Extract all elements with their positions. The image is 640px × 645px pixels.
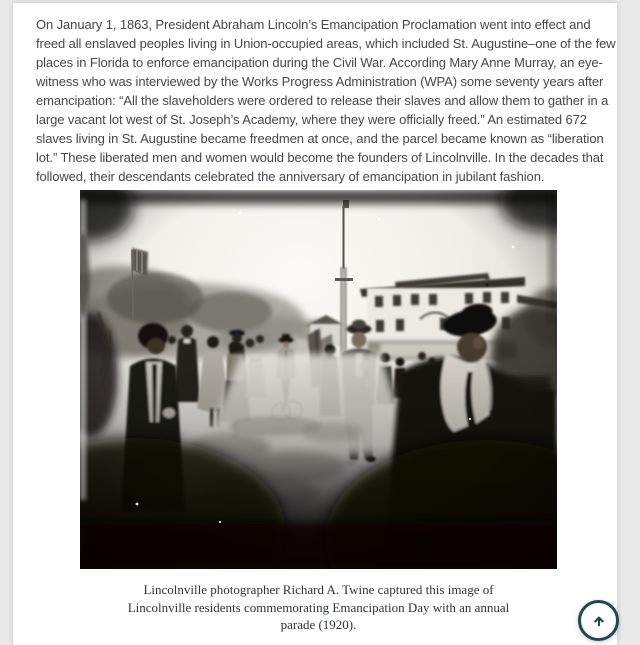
emancipation-parade-photo [80, 190, 557, 569]
article-paragraph: On January 1, 1863, President Abraham Lincoln’s Emancipation Proclamation went into effect and freed all enslaved peoples living in Union-occupied areas, which included St. Augustine–one of the few places in Florida to enforce emancipation during the Civil War. According Mary Anne Murray, an eye-witness who was interviewed by the Works Progress Administration (WPA) some seventy years after emancipation: “All the slaveholders were ordered to release their slaves and allow them to gather in a large vacant lot west of St. Joseph’s Academy, where they were officially freed.” An estimated 672 slaves living in St. Augustine became freedmen at once, and the parcel became known as “liberation lot.” These liberated men and women would become the founders of Lincolnville. In the decades that followed, their descendants celebrated the anniversary of emancipation in jubilant fashion. [36, 17, 616, 184]
photo-caption: Lincolnville photographer Richard A. Twine captured this image of Lincolnville residents commemorating Emancipation Day with an annual parade (1920). [127, 582, 510, 632]
article-page [13, 3, 617, 645]
arrow-up-icon [589, 611, 609, 631]
photo-figure [80, 190, 557, 634]
scroll-to-top-button[interactable] [578, 600, 619, 641]
